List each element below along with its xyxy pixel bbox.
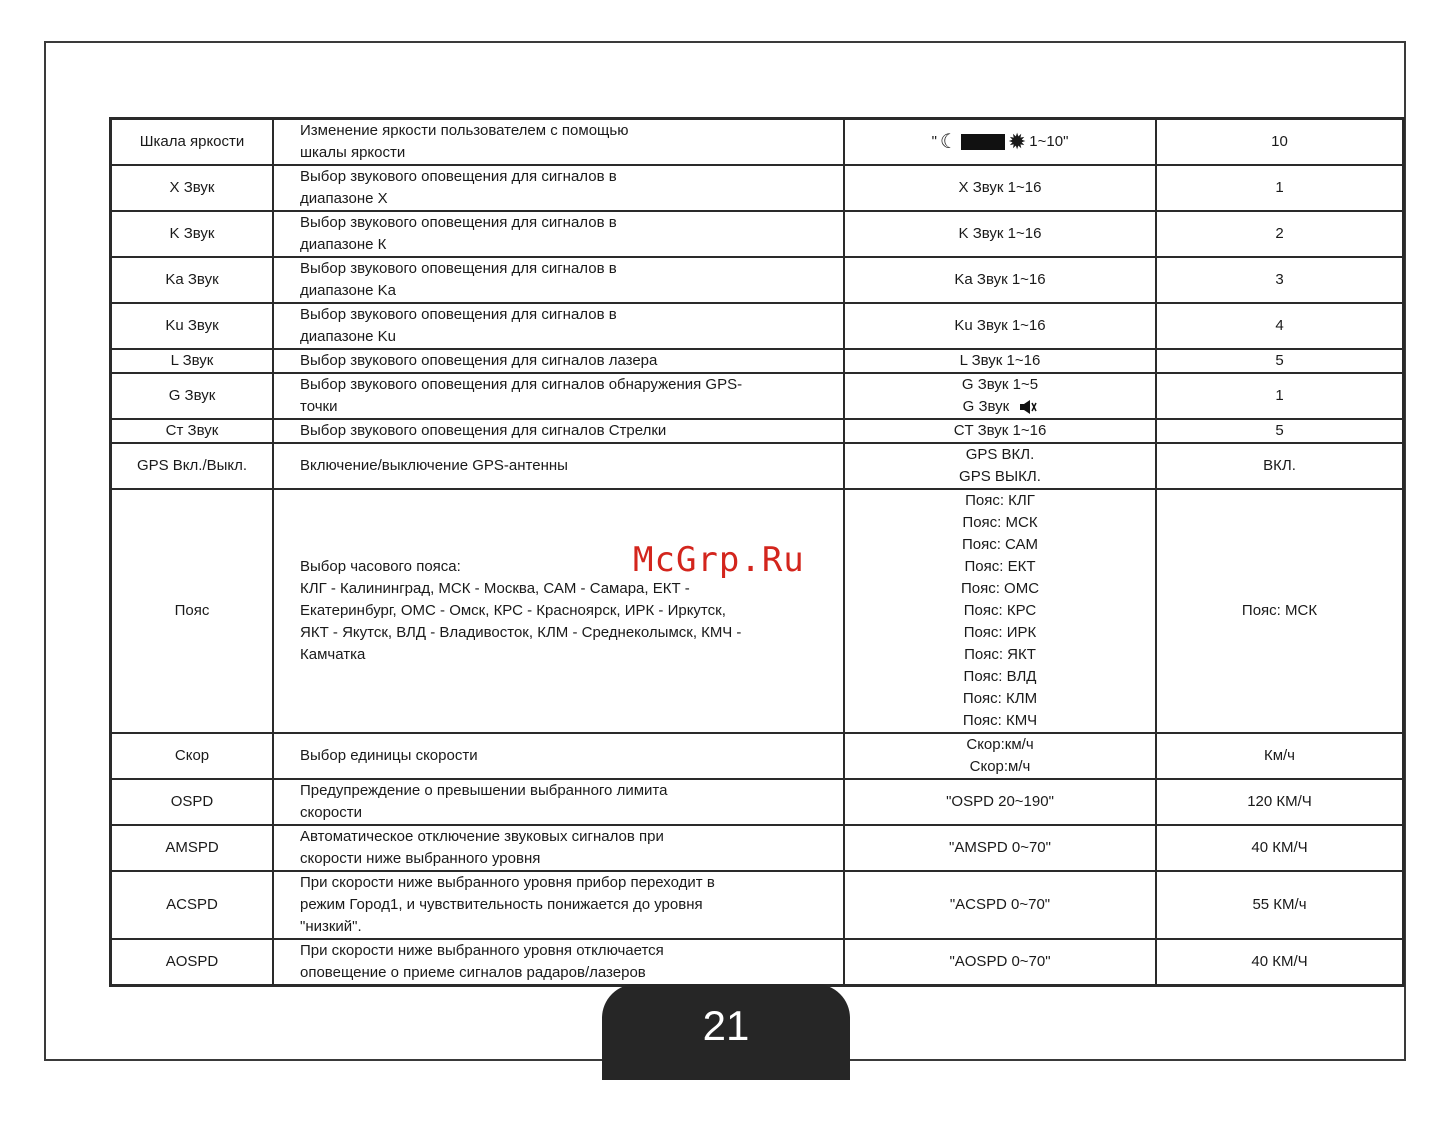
brightness-bar-icon xyxy=(961,134,1005,150)
setting-range: Ku Звук 1~16 xyxy=(844,303,1156,349)
setting-description: Выбор звукового оповещения для сигналов Стрелки xyxy=(273,419,844,443)
setting-description: Выбор звукового оповещения для сигналов лазера xyxy=(273,349,844,373)
setting-name: ACSPD xyxy=(111,871,274,939)
setting-default: 5 xyxy=(1156,419,1404,443)
setting-default: 40 КМ/Ч xyxy=(1156,825,1404,871)
setting-name: K Звук xyxy=(111,211,274,257)
setting-description: При скорости ниже выбранного уровня прибор переходит в режим Город1, и чувствительность понижается до уровня "низкий". xyxy=(273,871,844,939)
setting-range: "OSPD 20~190" xyxy=(844,779,1156,825)
settings-table xyxy=(109,117,1405,987)
setting-description: Предупреждение о превышении выбранного лимита скорости xyxy=(273,779,844,825)
table-row xyxy=(111,443,1404,489)
setting-default: 3 xyxy=(1156,257,1404,303)
setting-default: 1 xyxy=(1156,165,1404,211)
setting-description: При скорости ниже выбранного уровня отключается оповещение о приеме сигналов радаров/лазеров xyxy=(273,939,844,986)
sun-icon: ✹ xyxy=(1007,129,1027,154)
table-row xyxy=(111,939,1404,986)
setting-range: "AMSPD 0~70" xyxy=(844,825,1156,871)
setting-default: 5 xyxy=(1156,349,1404,373)
setting-range: K Звук 1~16 xyxy=(844,211,1156,257)
setting-default: ВКЛ. xyxy=(1156,443,1404,489)
setting-default: 10 xyxy=(1156,119,1404,166)
setting-name: Пояс xyxy=(111,489,274,733)
setting-default: 4 xyxy=(1156,303,1404,349)
setting-range: "ACSPD 0~70" xyxy=(844,871,1156,939)
setting-description: Изменение яркости пользователем с помощью шкалы яркости xyxy=(273,119,844,166)
setting-range: Скор:км/ч Скор:м/ч xyxy=(844,733,1156,779)
table-row xyxy=(111,419,1404,443)
setting-range: Пояс: КЛГ Пояс: МСК Пояс: САМ Пояс: ЕКТ Пояс: ОМС Пояс: КРС Пояс: ИРК Пояс: ЯКТ Пояс: ВЛД Пояс: КЛМ Пояс: КМЧ xyxy=(844,489,1156,733)
setting-default: 2 xyxy=(1156,211,1404,257)
page-number-tab xyxy=(602,984,850,1080)
setting-range: X Звук 1~16 xyxy=(844,165,1156,211)
setting-description: Выбор часового пояса: КЛГ - Калининград, МСК - Москва, САМ - Самара, ЕКТ - Екатеринбург, ОМС - Омск, КРС - Красноярск, ИРК - Иркутск, ЯКТ - Якутск, ВЛД - Владивосток, КЛМ - Среднеколымск, КМЧ - Камчатка xyxy=(273,489,844,733)
setting-default: 1 xyxy=(1156,373,1404,419)
setting-range: "AOSPD 0~70" xyxy=(844,939,1156,986)
brightness-scale: " ☾ ✹ 1~10" xyxy=(931,129,1069,154)
setting-description: Автоматическое отключение звуковых сигналов при скорости ниже выбранного уровня xyxy=(273,825,844,871)
setting-name: GPS Вкл./Выкл. xyxy=(111,443,274,489)
table-row xyxy=(111,825,1404,871)
setting-default: 55 КМ/ч xyxy=(1156,871,1404,939)
table-row xyxy=(111,257,1404,303)
setting-name: Скор xyxy=(111,733,274,779)
setting-name: AMSPD xyxy=(111,825,274,871)
setting-name: Ст Звук xyxy=(111,419,274,443)
setting-default: 40 КМ/Ч xyxy=(1156,939,1404,986)
table-row xyxy=(111,373,1404,419)
page-number: 21 xyxy=(702,1002,750,1049)
setting-name: G Звук xyxy=(111,373,274,419)
setting-description: Выбор единицы скорости xyxy=(273,733,844,779)
moon-icon: ☾ xyxy=(939,131,958,153)
watermark: McGrp.Ru xyxy=(633,540,805,580)
setting-name: Ka Звук xyxy=(111,257,274,303)
setting-description: Выбор звукового оповещения для сигналов в диапазоне X xyxy=(273,165,844,211)
setting-description: Выбор звукового оповещения для сигналов в диапазоне Ku xyxy=(273,303,844,349)
setting-default: 120 КМ/Ч xyxy=(1156,779,1404,825)
setting-description: Выбор звукового оповещения для сигналов в диапазоне К xyxy=(273,211,844,257)
setting-name: L Звук xyxy=(111,349,274,373)
speaker-mute-icon xyxy=(1019,399,1037,415)
setting-default: Км/ч xyxy=(1156,733,1404,779)
setting-name: AOSPD xyxy=(111,939,274,986)
table-row xyxy=(111,119,1404,166)
table-row xyxy=(111,871,1404,939)
table-row xyxy=(111,779,1404,825)
setting-description: Выбор звукового оповещения для сигналов обнаружения GPS- точки xyxy=(273,373,844,419)
setting-range: L Звук 1~16 xyxy=(844,349,1156,373)
table-row xyxy=(111,489,1404,733)
table-row xyxy=(111,303,1404,349)
table-row xyxy=(111,733,1404,779)
setting-name: X Звук xyxy=(111,165,274,211)
setting-range: CT Звук 1~16 xyxy=(844,419,1156,443)
setting-range: G Звук 1~5 G Звук xyxy=(844,373,1156,419)
table-row xyxy=(111,211,1404,257)
setting-name: Шкала яркости xyxy=(111,119,274,166)
setting-default: Пояс: МСК xyxy=(1156,489,1404,733)
table-row xyxy=(111,165,1404,211)
setting-name: Ku Звук xyxy=(111,303,274,349)
setting-range: GPS ВКЛ. GPS ВЫКЛ. xyxy=(844,443,1156,489)
setting-range: Ka Звук 1~16 xyxy=(844,257,1156,303)
setting-range xyxy=(844,119,1156,166)
setting-description: Включение/выключение GPS-антенны xyxy=(273,443,844,489)
setting-description: Выбор звукового оповещения для сигналов в диапазоне Ka xyxy=(273,257,844,303)
setting-name: OSPD xyxy=(111,779,274,825)
table-row xyxy=(111,349,1404,373)
